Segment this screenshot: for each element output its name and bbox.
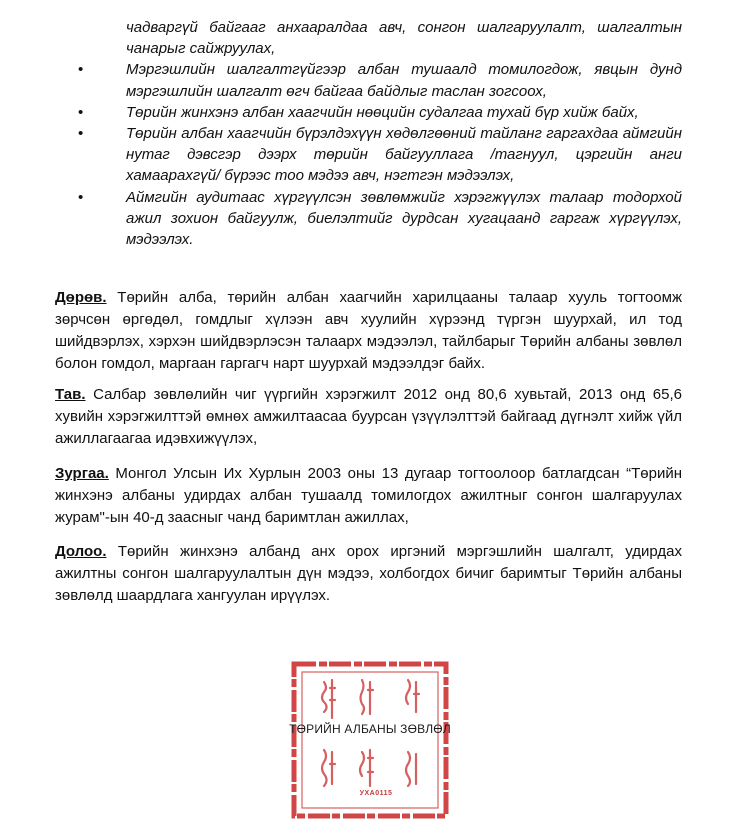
paragraph-lead: Зургаа. — [55, 465, 109, 482]
paragraph-lead: Долоо. — [55, 543, 107, 560]
list-item — [78, 17, 682, 59]
list-item — [78, 102, 682, 123]
bullet-list — [78, 17, 682, 250]
paragraph-text: Салбар зөвлөлийн чиг үүргийн хэрэгжилт 2012 онд 80,6 хувьтай, 2013 онд 65,6 хувийн хэрэгжилттэй өмнөх амжилтаасаа буурсан үзүүлэлттэй байгаад дүгнэлт хийж үйл ажиллагаагаа идэвхижүүлэх, — [55, 386, 682, 447]
paragraph-five — [55, 384, 682, 450]
paragraph-four — [55, 287, 682, 375]
paragraph-seven — [55, 541, 682, 607]
stamp-code: УХА0115 — [359, 790, 393, 797]
paragraph-six — [55, 463, 682, 529]
official-stamp — [290, 660, 450, 820]
list-item — [78, 123, 682, 187]
list-item — [78, 59, 682, 101]
stamp-label: ТӨРИЙН АЛБАНЫ ЗӨВЛӨЛ — [289, 722, 451, 736]
paragraph-text: Төрийн жинхэнэ албанд анх орох иргэний мэргэшлийн шалгалт, удирдах ажилтны сонгон шалгаруулалтын дүн мэдээ, холбогдох бичиг баримтыг Төрийн албаны зөвлөлд шаардлага хангуулан ирүүлэх. — [55, 543, 682, 604]
bullet-icon: • — [78, 103, 84, 121]
paragraph-lead: Дөрөв. — [55, 289, 107, 306]
list-item-text: Аймгийн аудитаас хүргүүлсэн зөвлөмжийг хэрэгжүүлэх талаар тодорхой ажил зохион байгуулж, биелэлтийг дурдсан хугацаанд гаргаж хүргүүлэх, мэдээлэх. — [126, 188, 682, 249]
bullet-icon: • — [78, 125, 84, 143]
paragraph-lead: Тав. — [55, 386, 86, 403]
list-item-text: чадваргүй байгааг анхааралдаа авч, сонгон шалгаруулалт, шалгалтын чанарыг сайжруулах, — [126, 19, 682, 58]
list-item — [78, 187, 682, 251]
paragraph-text: Төрийн алба, төрийн албан хаагчийн харилцааны талаар хууль тогтоомж зөрчсөн өргөдөл, гомдлыг хүлээн авч хуулийн хүрээнд түргэн шуурхай, ил тод шийдвэрлэх, хэрхэн шийдвэрлэсэн талаарх мэдээлэл, тайлбарыг Төрийн албаны зөвлөл болон гомдол, маргаан гаргагч нарт шуурхай мэдээлдэг байх. — [55, 289, 682, 372]
paragraph-text: Монгол Улсын Их Хурлын 2003 оны 13 дугаар тогтоолоор батлагдсан “Төрийн жинхэнэ албаны удирдах албан тушаалд томилогдох ажилтныг сонгон шалгаруулах журам"-ын 40-д заасныг чанд баримтлан ажиллах, — [55, 465, 682, 526]
bullet-icon: • — [78, 61, 84, 79]
list-item-text: Төрийн албан хаагчийн бүрэлдэхүүн хөдөлгөөний тайланг гаргахдаа аймгийн нутаг дэвсгэр дээрх төрийн байгууллага /тагнуул, цэргийн анги хамаарахгүй/ бүрээс тоо мэдээ авч, нэгтгэн мэдээлэх, — [126, 125, 682, 185]
list-item-text: Мэргэшлийн шалгалтгүйгээр албан тушаалд томилогдож, явцын дунд мэргэшлийн шалгалт өгч байгаа байдлыг таслан зогсоох, — [126, 61, 682, 100]
bullet-icon: • — [78, 188, 84, 206]
list-item-text: Төрийн жинхэнэ албан хаагчийн нөөцийн судалгаа тухай бүр хийж байх, — [126, 103, 639, 121]
